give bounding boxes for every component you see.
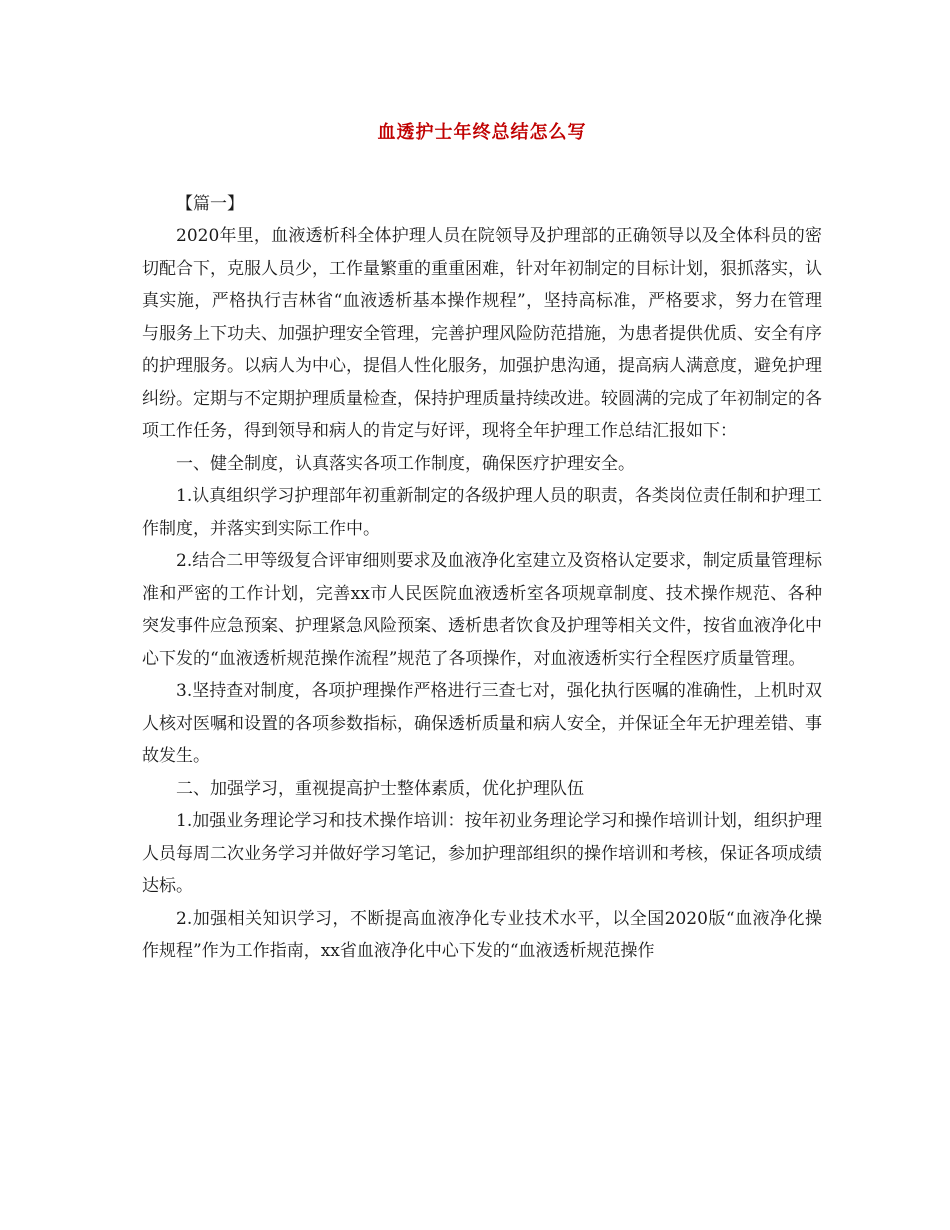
paragraph-item-1-1: 1.认真组织学习护理部年初重新制定的各级护理人员的职责，各类岗位责任制和护理工作制度，并落实到实际工作中。 [142,486,822,539]
section-label: 【篇一】 [176,194,244,214]
paragraph-heading-2: 二、加强学习，重视提高护士整体素质，优化护理队伍 [176,778,584,799]
paragraph-item-1-2: 2.结合二甲等级复合评审细则要求及血液净化室建立及资格认定要求，制定质量管理标准和严密的工作计划，完善xx市人民医院血液透析室各项规章制度、技术操作规范、各种突发事件应急预案、护理紧急风险预案、透析患者饮食及护理等相关文件，按省血液净化中心下发的“血液透析规范操作流程”规范了各项操作，对血液透析实行全程医疗质量管理。 [142,551,822,669]
document-page [142,118,822,968]
paragraph-item-2-2: 2.加强相关知识学习，不断提高血液净化专业技术水平，以全国2020版“血液净化操作规程”作为工作指南，xx省血液净化中心下发的“血液透析规范操作 [142,908,822,961]
paragraph-intro: 2020年里，血液透析科全体护理人员在院领导及护理部的正确领导以及全体科员的密切配合下，克服人员少，工作量繁重的重重困难，针对年初制定的目标计划，狠抓落实，认真实施，严格执行吉林省“血液透析基本操作规程”，坚持高标准，严格要求，努力在管理与服务上下功夫、加强护理安全管理，完善护理风险防范措施，为患者提供优质、安全有序的护理服务。以病人为中心，提倡人性化服务，加强护患沟通，提高病人满意度，避免护理纠纷。定期与不定期护理质量检查，保持护理质量持续改进。较圆满的完成了年初制定的各项工作任务，得到领导和病人的肯定与好评，现将全年护理工作总结汇报如下： [142,226,822,441]
paragraph-item-2-1: 1.加强业务理论学习和技术操作培训：按年初业务理论学习和操作培训计划，组织护理人员每周二次业务学习并做好学习笔记，参加护理部组织的操作培训和考核，保证各项成绩达标。 [142,811,822,896]
document-title: 血透护士年终总结怎么写 [377,122,587,143]
paragraph-item-1-3: 3.坚持查对制度，各项护理操作严格进行三查七对，强化执行医嘱的准确性，上机时双人核对医嘱和设置的各项参数指标，确保透析质量和病人安全，并保证全年无护理差错、事故发生。 [142,681,822,766]
paragraph-heading-1: 一、健全制度，认真落实各项工作制度，确保医疗护理安全。 [176,453,635,474]
